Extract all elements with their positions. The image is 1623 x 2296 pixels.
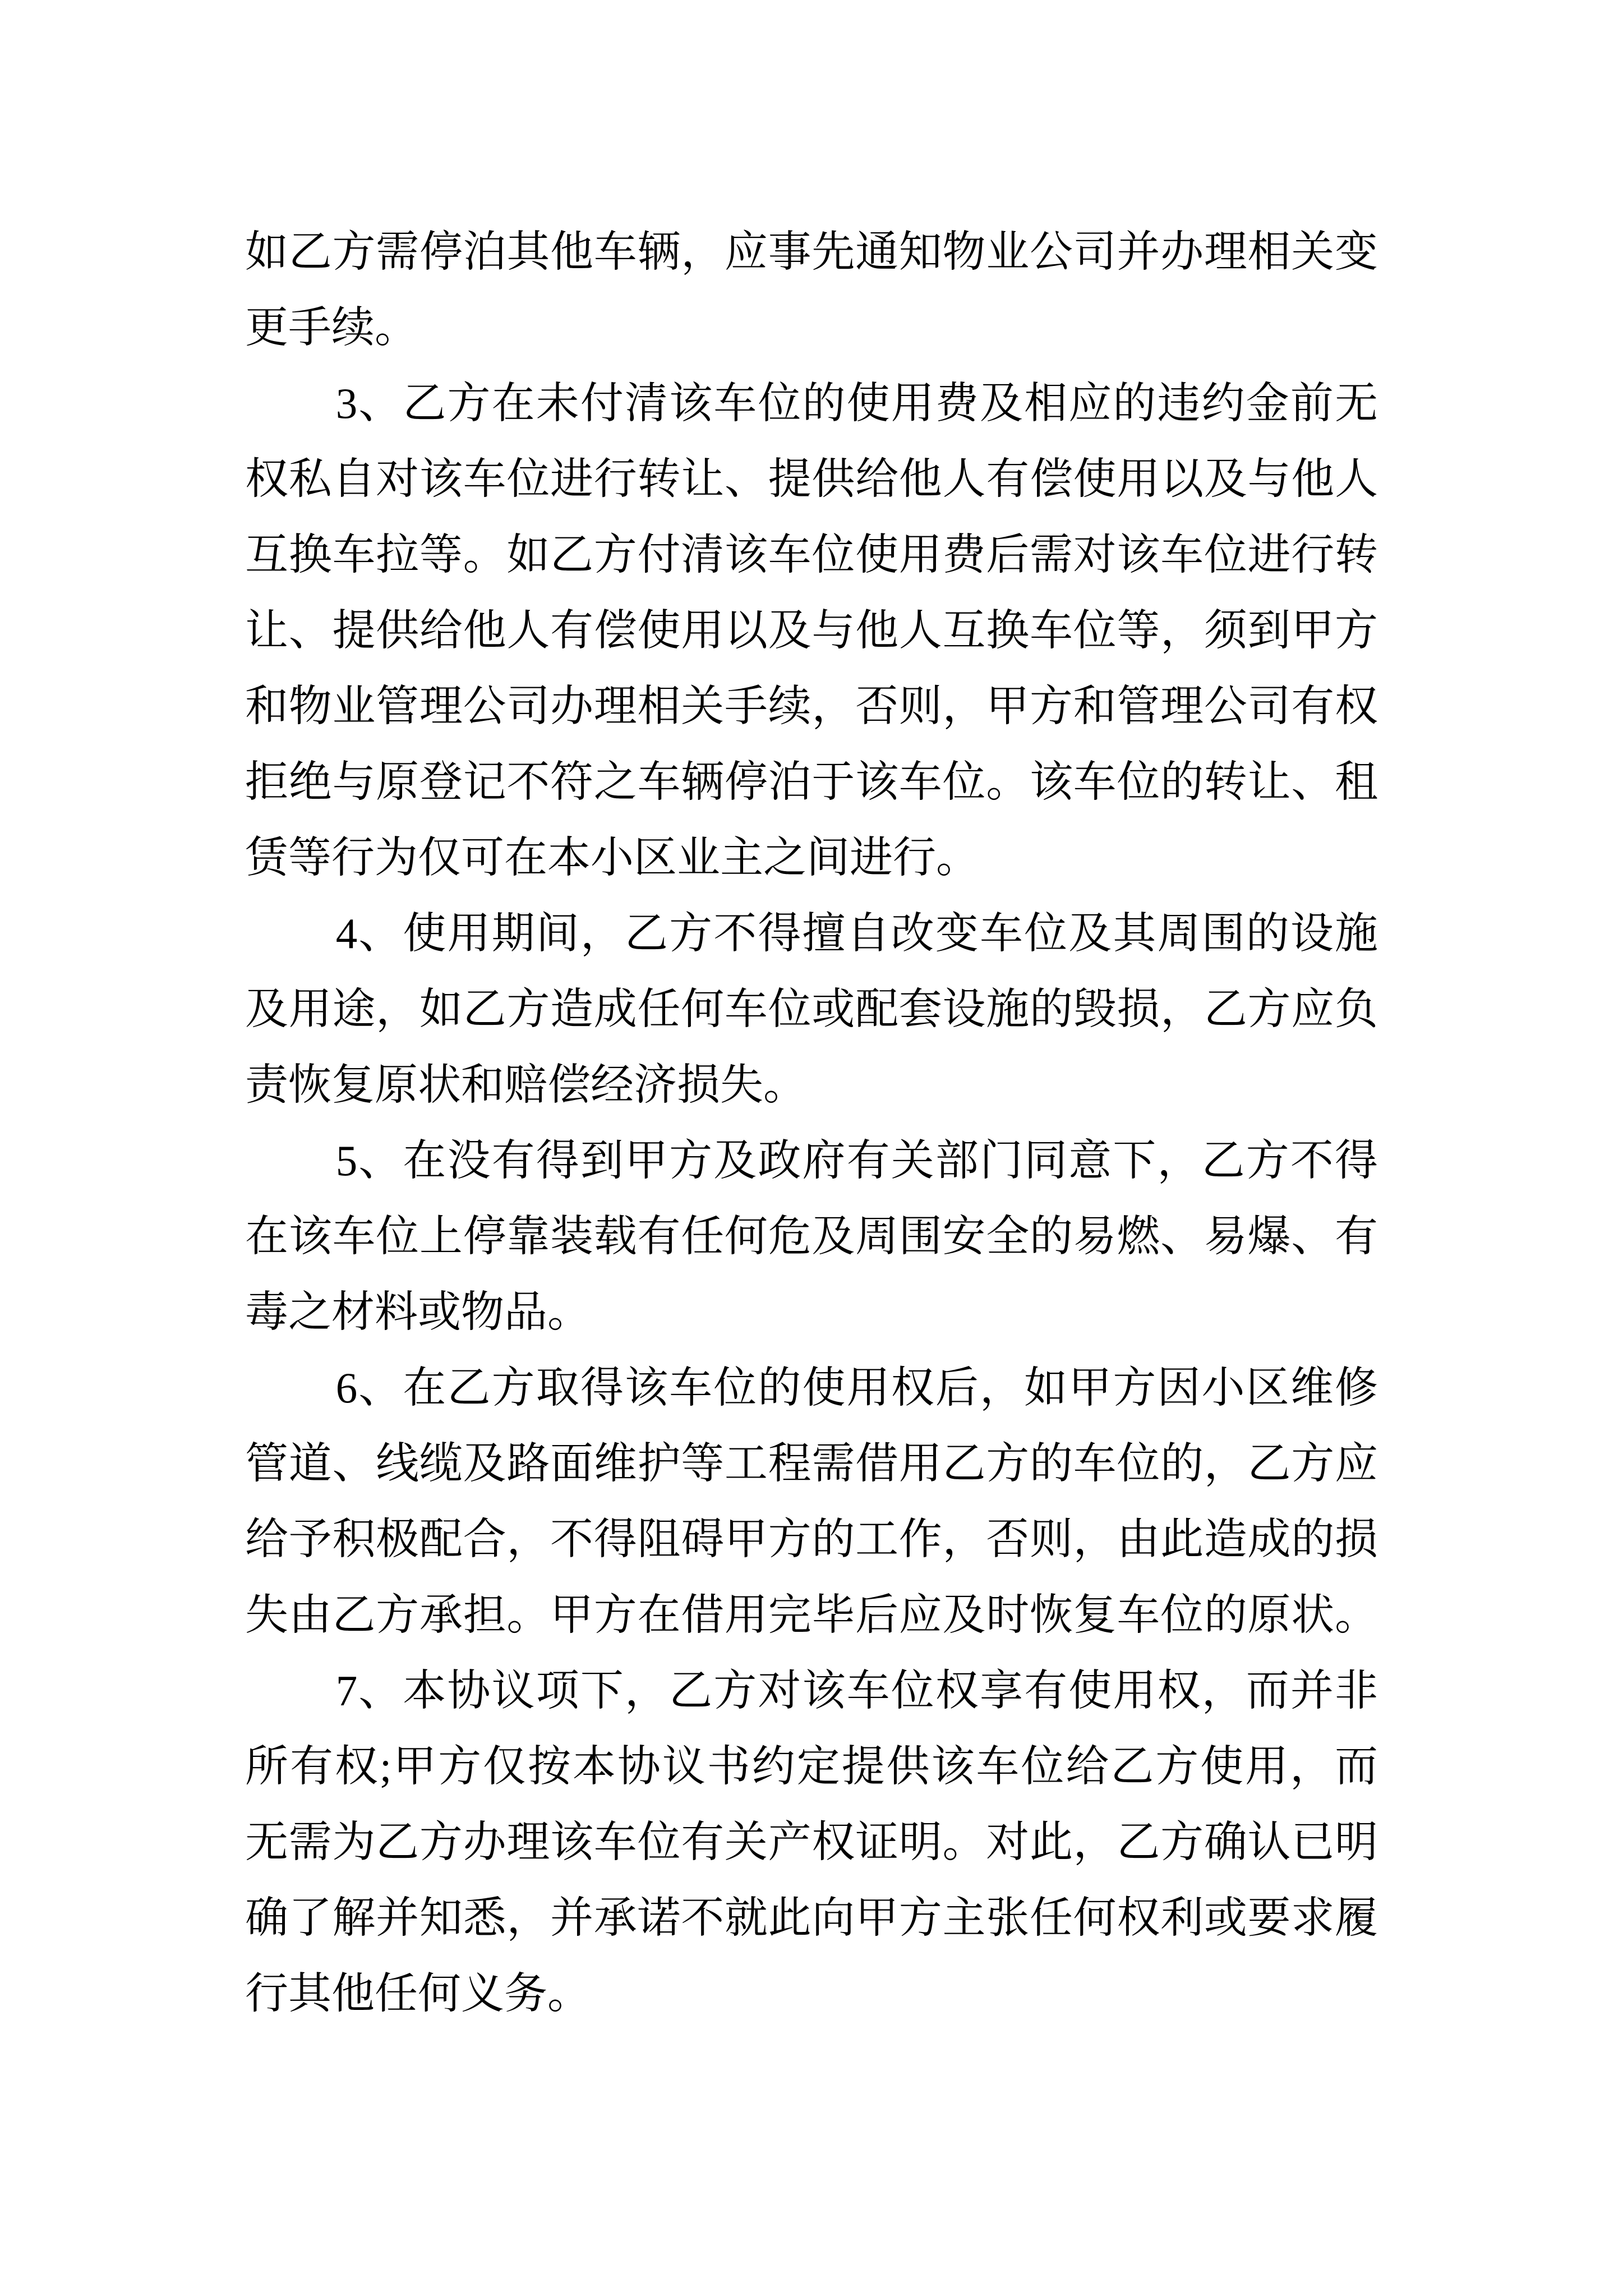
text-line: 6、在乙方取得该车位的使用权后，如甲方因小区维修 [335, 1364, 1378, 1412]
text-line: 4、使用期间，乙方不得擅自改变车位及其周围的设施 [335, 909, 1378, 958]
text-line: 5、在没有得到甲方及政府有关部门同意下，乙方不得 [335, 1137, 1378, 1185]
text-line: 和物业管理公司办理相关手续，否则，甲方和管理公司有权 [245, 682, 1378, 730]
text-line: 毒之材料或物品。 [245, 1288, 591, 1336]
text-line: 无需为乙方办理该车位有关产权证明。对此，乙方确认已明 [245, 1818, 1378, 1866]
text-line: 给予积极配合，不得阻碍甲方的工作，否则，由此造成的损 [245, 1515, 1378, 1563]
text-line: 管道、线缆及路面维护等工程需借用乙方的车位的，乙方应 [245, 1439, 1378, 1488]
text-line: 3、乙方在未付清该车位的使用费及相应的违约金前无 [335, 379, 1378, 427]
text-line: 确了解并知悉，并承诺不就此向甲方主张任何权利或要求履 [245, 1894, 1378, 1942]
text-line: 行其他任何义务。 [245, 1970, 591, 2018]
text-line: 如乙方需停泊其他车辆，应事先通知物业公司并办理相关变 [245, 228, 1378, 276]
text-line: 更手续。 [245, 303, 418, 352]
text-line: 让、提供给他人有偿使用以及与他人互换车位等，须到甲方 [245, 606, 1378, 655]
text-line: 7、本协议项下，乙方对该车位权享有使用权，而并非 [335, 1667, 1378, 1715]
document-body [245, 214, 1378, 2032]
text-line: 赁等行为仅可在本小区业主之间进行。 [245, 834, 979, 882]
text-line: 及用途，如乙方造成任何车位或配套设施的毁损，乙方应负 [245, 985, 1378, 1033]
text-line: 权私自对该车位进行转让、提供给他人有偿使用以及与他人 [245, 455, 1378, 503]
text-line: 拒绝与原登记不符之车辆停泊于该车位。该车位的转让、租 [245, 758, 1378, 806]
text-line: 在该车位上停靠装载有任何危及周围安全的易燃、易爆、有 [245, 1212, 1378, 1260]
text-line: 责恢复原状和赔偿经济损失。 [245, 1061, 806, 1109]
text-line: 互换车拉等。如乙方付清该车位使用费后需对该车位进行转 [245, 531, 1378, 579]
text-line: 失由乙方承担。甲方在借用完毕后应及时恢复车位的原状。 [245, 1591, 1378, 1639]
text-line: 所有权;甲方仅按本协议书约定提供该车位给乙方使用，而 [245, 1742, 1378, 1791]
